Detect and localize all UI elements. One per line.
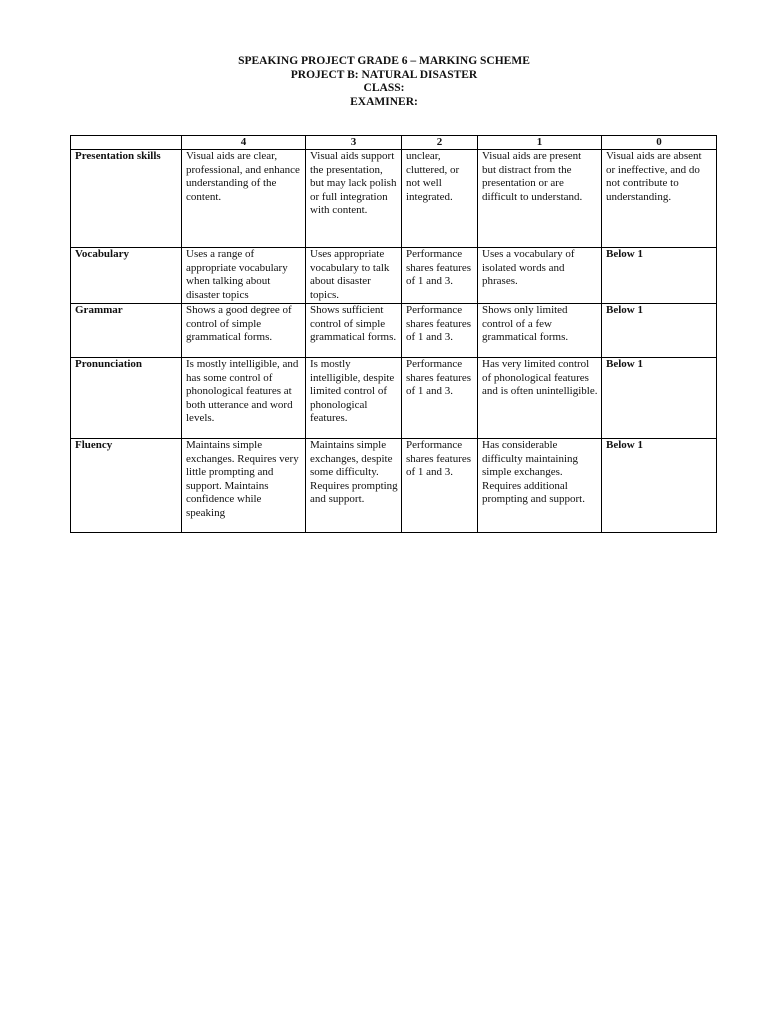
table-cell: Below 1: [602, 248, 717, 304]
table-row: [71, 304, 717, 358]
table-cell: Uses a vocabulary of isolated words and phrases.: [478, 248, 602, 304]
header-project: PROJECT B: NATURAL DISASTER: [290, 68, 478, 81]
criterion-vocabulary: Vocabulary: [71, 248, 182, 304]
table-cell: Uses appropriate vocabulary to talk about disaster topics.: [306, 248, 402, 304]
column-header-score-1: 1: [478, 136, 602, 150]
header-title: SPEAKING PROJECT GRADE 6 – MARKING SCHEME: [238, 55, 530, 67]
table-cell: Maintains simple exchanges. Requires very little prompting and support. Maintains confidence while speaking: [182, 439, 306, 533]
table-cell: Shows only limited control of a few grammatical forms.: [478, 304, 602, 358]
table-cell: Visual aids are absent or ineffective, and do not contribute to understanding.: [602, 150, 717, 248]
table-cell: unclear, cluttered, or not well integrated.: [402, 150, 478, 248]
table-cell: Visual aids are present but distract from the presentation or are difficult to understand.: [478, 150, 602, 248]
criterion-pronunciation: Pronunciation: [71, 358, 182, 439]
table-cell: Has very limited control of phonological features and is often unintelligible.: [478, 358, 602, 439]
table-header-row: [71, 136, 717, 150]
criterion-fluency: Fluency: [71, 439, 182, 533]
criterion-grammar: Grammar: [71, 304, 182, 358]
column-header-score-0: 0: [602, 136, 717, 150]
table-row: [71, 150, 717, 248]
criterion-presentation-skills: Presentation skills: [71, 150, 182, 248]
table-cell: Maintains simple exchanges, despite some difficulty. Requires prompting and support.: [306, 439, 402, 533]
column-header-score-3: 3: [306, 136, 402, 150]
table-cell: Uses a range of appropriate vocabulary when talking about disaster topics: [182, 248, 306, 304]
table-cell: Shows a good degree of control of simple grammatical forms.: [182, 304, 306, 358]
table-cell: Visual aids are clear, professional, and enhance understanding of the content.: [182, 150, 306, 248]
table-row: [71, 248, 717, 304]
document-header: [0, 55, 768, 109]
column-header-criterion: [71, 136, 182, 150]
column-header-score-2: 2: [402, 136, 478, 150]
table-cell: Below 1: [602, 358, 717, 439]
table-cell: Performance shares features of 1 and 3.: [402, 439, 478, 533]
table-cell: Below 1: [602, 304, 717, 358]
table-cell: Performance shares features of 1 and 3.: [402, 304, 478, 358]
table-cell: Performance shares features of 1 and 3.: [402, 358, 478, 439]
table-cell: Shows sufficient control of simple grammatical forms.: [306, 304, 402, 358]
table-cell: Performance shares features of 1 and 3.: [402, 248, 478, 304]
table-cell: Is mostly intelligible, and has some control of phonological features at both utterance and word levels.: [182, 358, 306, 439]
table-row: [71, 439, 717, 533]
table-cell: Is mostly intelligible, despite limited control of phonological features.: [306, 358, 402, 439]
marking-scheme-table: [70, 135, 717, 533]
column-header-score-4: 4: [182, 136, 306, 150]
table-row: [71, 358, 717, 439]
table-cell: Below 1: [602, 439, 717, 533]
header-class: CLASS:: [363, 82, 405, 94]
header-examiner: EXAMINER:: [350, 95, 418, 108]
table-cell: Visual aids support the presentation, but may lack polish or full integration with content.: [306, 150, 402, 248]
table-cell: Has considerable difficulty maintaining simple exchanges. Requires additional prompting and support.: [478, 439, 602, 533]
